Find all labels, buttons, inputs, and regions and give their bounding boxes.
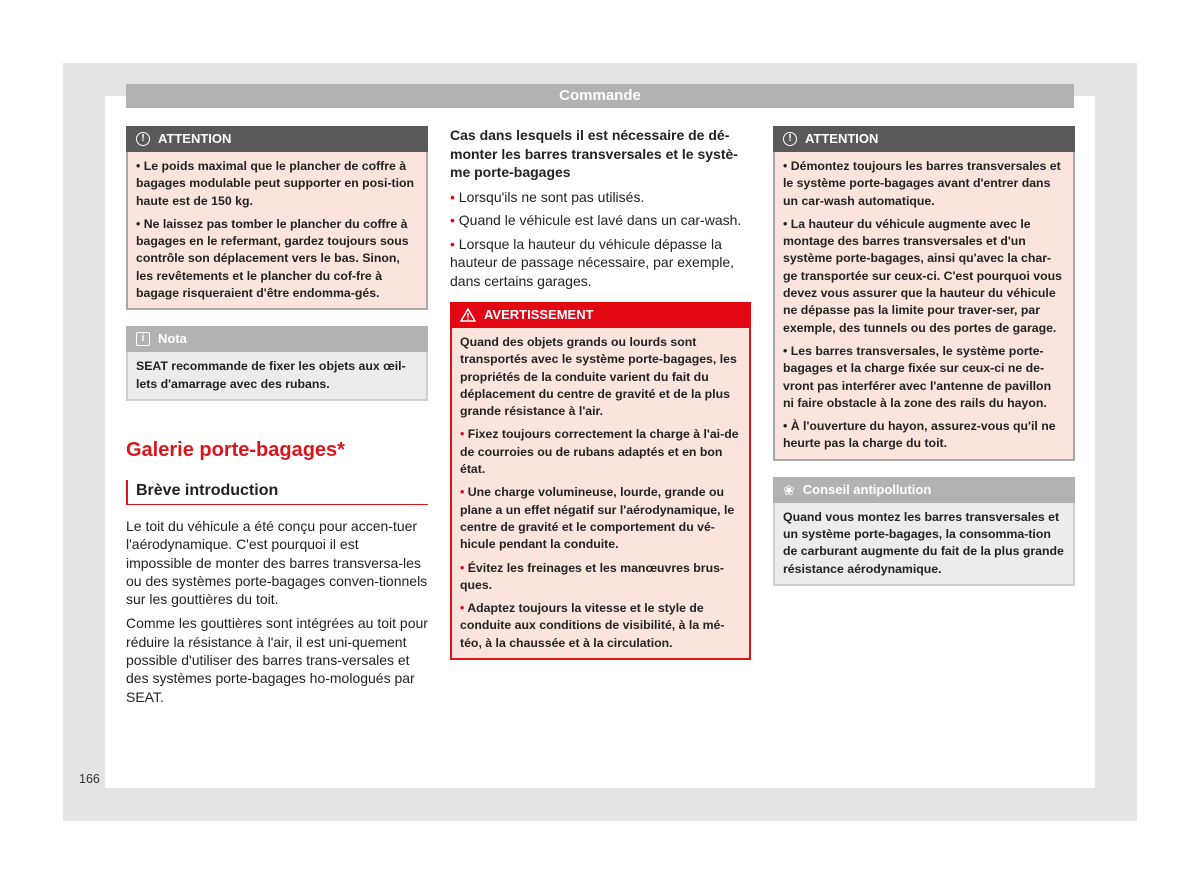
eco-tip-header <box>773 477 1075 503</box>
attention-item: • Le poids maximal que le plancher de coffre à bagages modulable peut supporter en posi-tion haute est de 150 kg. <box>136 159 415 208</box>
attention-body <box>775 152 1073 459</box>
intro-text <box>126 517 428 706</box>
attention-header <box>773 126 1075 152</box>
note-box <box>126 326 428 401</box>
attention-item: • À l'ouverture du hayon, assurez-vous qu'il ne heurte pas la charge du toit. <box>783 419 1056 451</box>
eco-tip-label: Conseil antipollution <box>802 481 932 497</box>
attention-label: ATTENTION <box>805 131 879 146</box>
warning-box <box>450 302 751 660</box>
info-icon: i <box>136 332 150 346</box>
attention-item: • Ne laissez pas tomber le plancher du coffre à bagages en le refermant, gardez toujours sous contrôle son déplacement vers le bas. Sinon, les revêtements et le plancher du cof-fre à bagage risqueraient d'être endomma-gés. <box>136 216 409 301</box>
warning-item: • Une charge volumineuse, lourde, grande ou plane a un effet négatif sur l'aérodynamique, le centre de gravité et le comportement du vé-hicule pendant la conduite. <box>460 485 735 552</box>
page-number: 166 <box>79 772 100 786</box>
right-column <box>773 126 1075 586</box>
warning-header <box>450 302 751 328</box>
warning-item: • Évitez les freinages et les manœuvres brus-ques. <box>460 560 725 592</box>
section-title: Galerie porte-bagages* <box>126 438 345 461</box>
attention-item: • Les barres transversales, le système porte-bagages et la charge fixée sur ceux-ci ne de-vront pas interférer avec l'antenne de pavillon ni faire obstacle à la zone des rails du hayon. <box>783 343 1052 410</box>
list-item: • Quand le véhicule est lavé dans un car-wash. <box>450 212 742 228</box>
attention-item: • La hauteur du véhicule augmente avec le montage des barres transversales et d'un système porte-bagages, ainsi qu'avec la char-ge transportée sur ceux-ci. C'est pourquoi vous devez vous assurer que la hauteur du véhicule ne dépasse pas la limite pour traver-ser, par exemple, des tunnels ou des portes de garage. <box>783 216 1062 335</box>
warning-item: • Adaptez toujours la vitesse et le style de conduite aux conditions de visibilité, à la mé-téo, à la chaussée et à la circulation. <box>460 601 725 650</box>
attention-body <box>128 152 426 308</box>
warning-item: • Fixez toujours correctement la charge à l'ai-de de courroies ou de rubans adaptés et en bon état. <box>460 427 739 477</box>
attention-box-left <box>126 126 428 310</box>
warning-triangle-icon <box>460 308 476 322</box>
removal-cases-title: Cas dans lesquels il est nécessaire de dé-monter les barres transversales et le systè-me porte-bagages <box>450 127 738 180</box>
eco-tip-body: Quand vous montez les barres transversales et un système porte-bagages, la consomma-tion de carburant augmente du fait de la plus grande résistance aérodynamique. <box>783 509 1064 576</box>
subsection-title: Brève introduction <box>136 481 279 499</box>
note-label: Nota <box>158 331 187 347</box>
list-item: • Lorsqu'ils ne sont pas utilisés. <box>450 188 645 205</box>
flower-icon: ❀ <box>783 481 795 498</box>
warning-intro: Quand des objets grands ou lourds sont transportés avec le système porte-bagages, les propriétés de la conduite varient du fait du déplacement du centre de gravité et de la plus grande résistance à l'air. <box>460 335 737 419</box>
attention-box-right <box>773 126 1075 461</box>
note-header <box>126 326 428 352</box>
attention-header <box>126 126 428 152</box>
chapter-header: Commande <box>126 84 1074 108</box>
removal-cases-list <box>450 188 751 291</box>
subsection-heading <box>126 480 428 505</box>
paragraph: Comme les gouttières sont intégrées au toit pour réduire la résistance à l'air, il est uni-quement possible d'utiliser des barres trans-versales et des systèmes porte-bagages ho-mologués par SEAT. <box>126 615 428 705</box>
middle-column <box>450 126 751 660</box>
paragraph: Le toit du véhicule a été conçu pour accen-tuer l'aérodynamique. C'est pourquoi il est impossible de monter des barres transversa-les ou des systèmes porte-bagages conven-tionnels sur les gouttières du toit. <box>126 517 428 608</box>
list-item: • Lorsque la hauteur du véhicule dépasse la hauteur de passage nécessaire, par exemple, dans certains garages. <box>450 235 735 289</box>
note-body: SEAT recommande de fixer les objets aux œil-lets d'amarrage avec des rubans. <box>136 359 406 391</box>
attention-label: ATTENTION <box>158 131 232 146</box>
exclamation-circle-icon: ! <box>783 132 797 146</box>
exclamation-circle-icon: ! <box>136 132 150 146</box>
left-column <box>126 126 428 712</box>
warning-body <box>452 328 749 658</box>
attention-item: • Démontez toujours les barres transversales et le système porte-bagages avant d'entrer dans un car-wash automatique. <box>783 159 1061 208</box>
eco-tip-box <box>773 477 1075 586</box>
warning-label: AVERTISSEMENT <box>484 307 594 322</box>
